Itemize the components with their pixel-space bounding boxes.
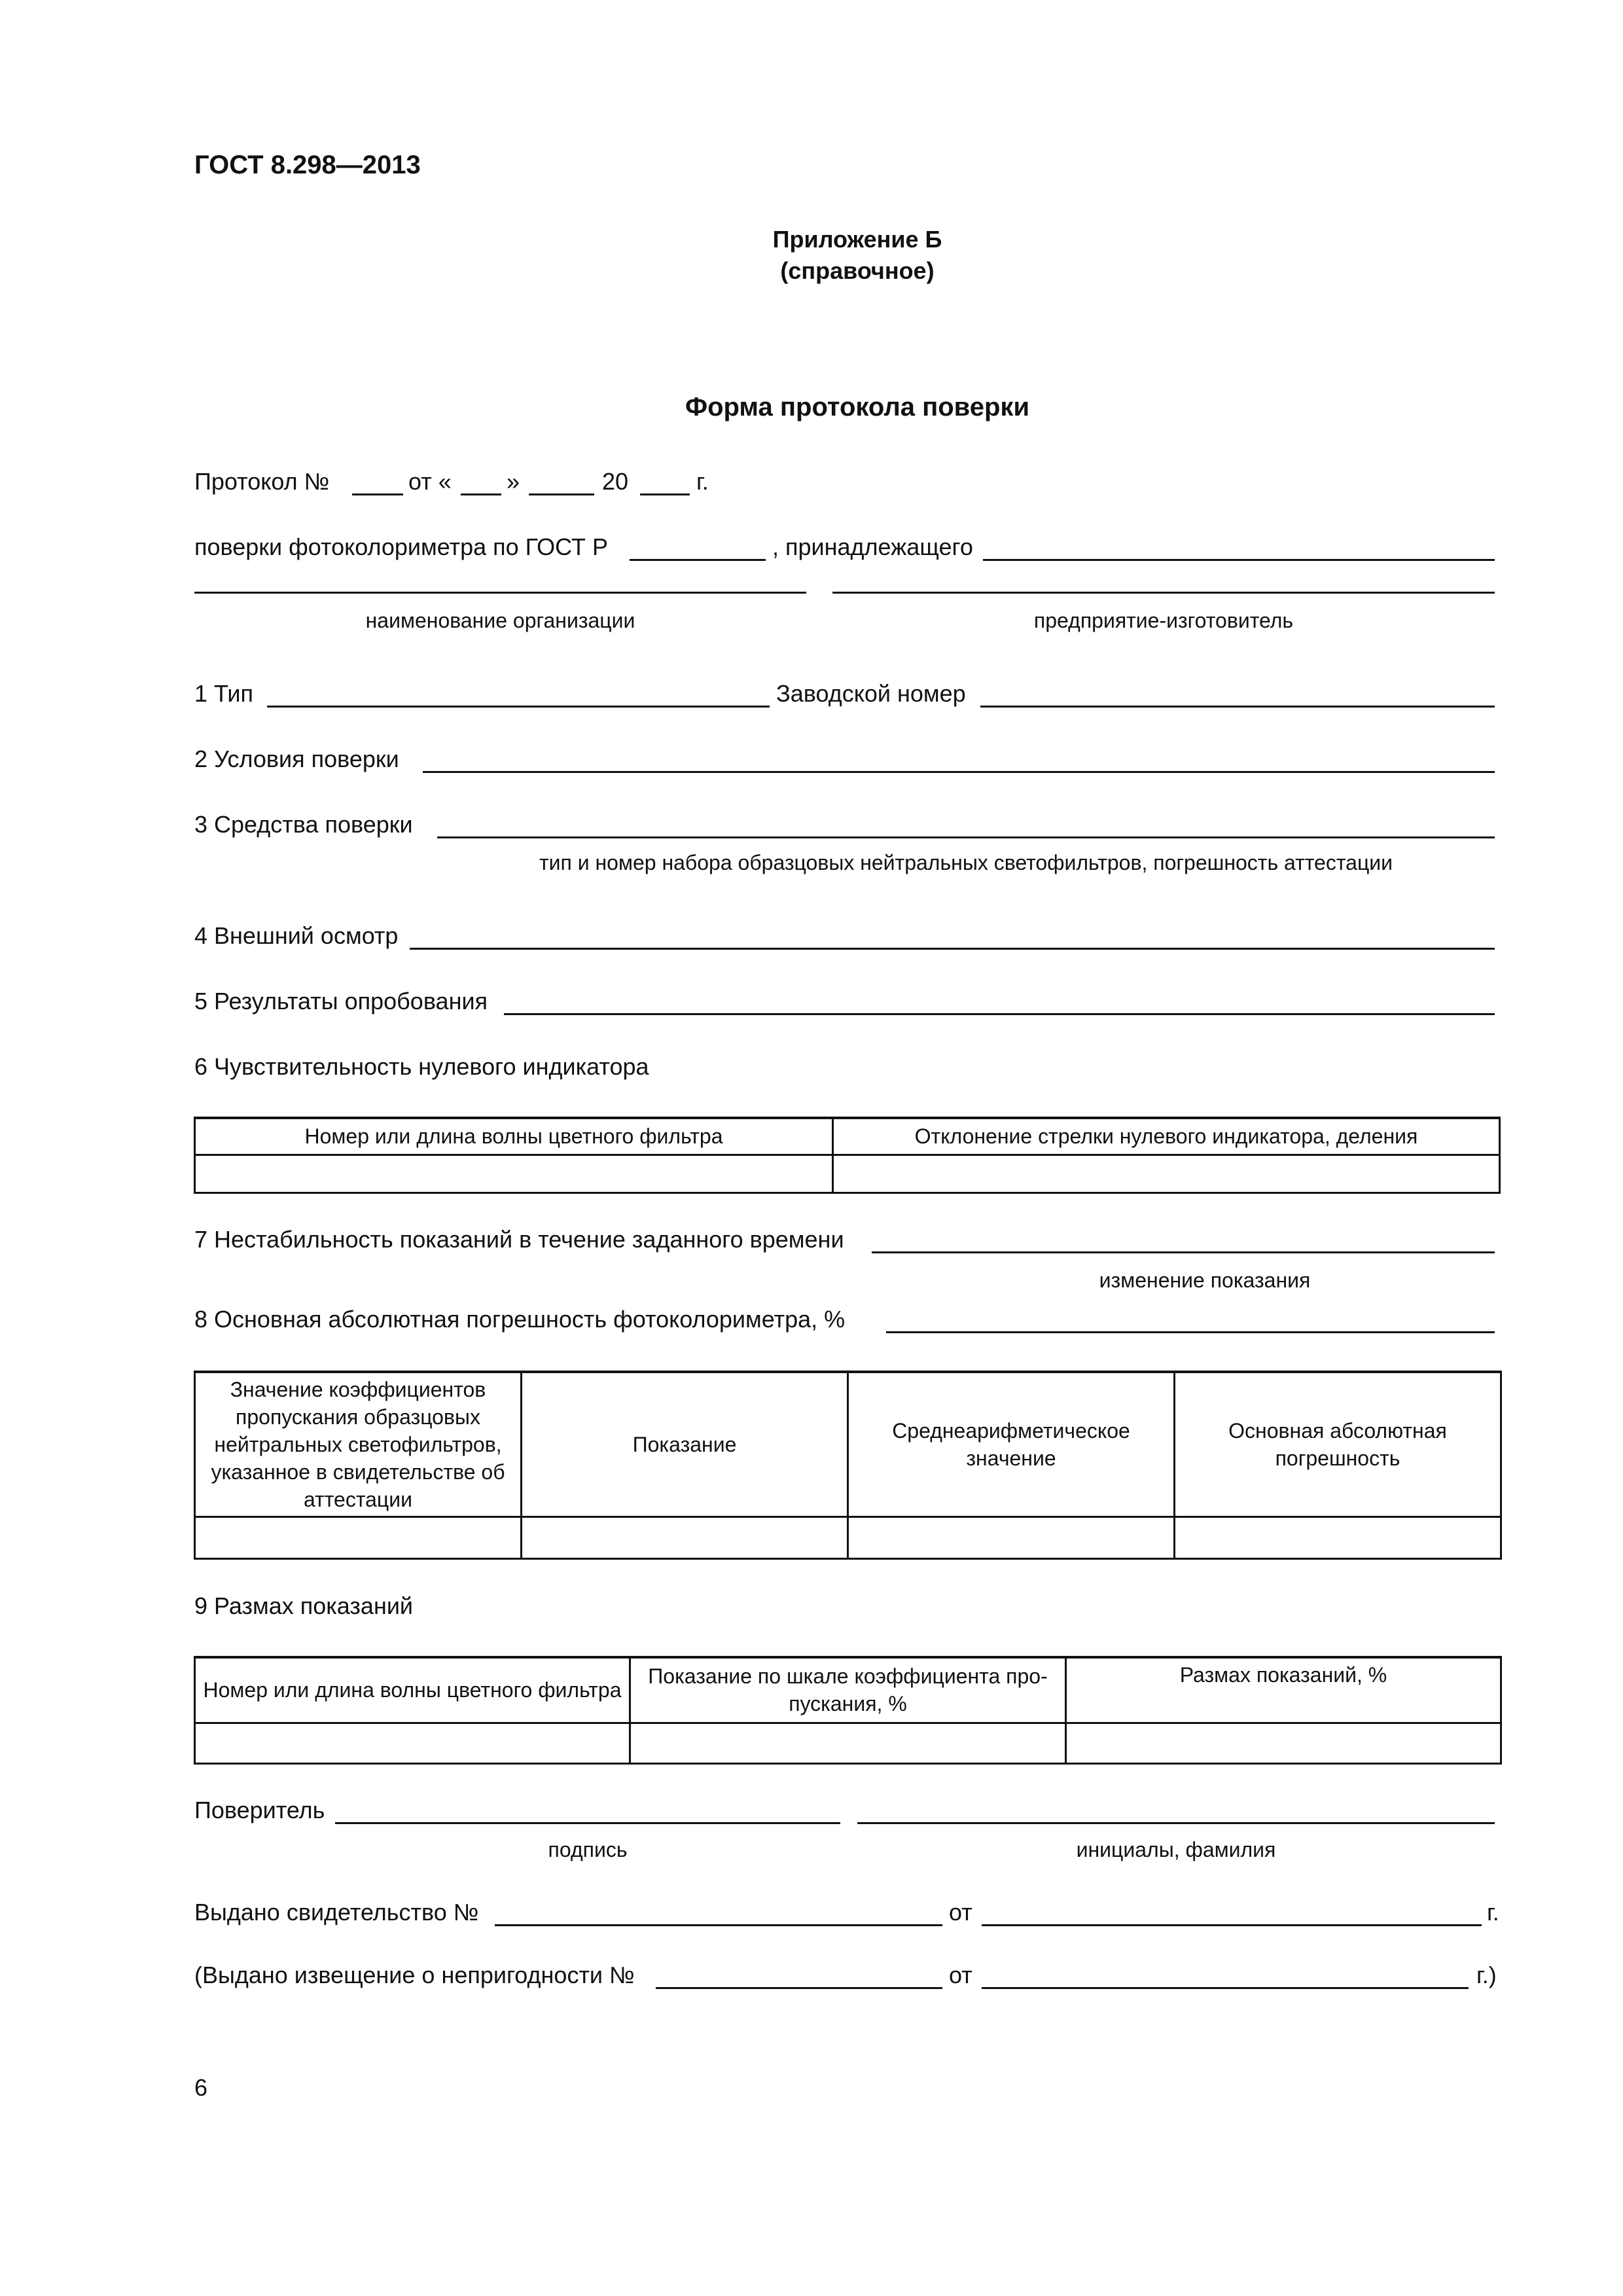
table8-header-reading: Показание <box>522 1372 848 1517</box>
notice-date-field[interactable] <box>982 1987 1469 1989</box>
signature-field[interactable] <box>335 1822 840 1824</box>
certificate-date-field[interactable] <box>982 1924 1482 1926</box>
protocol-quote-close: » <box>507 468 520 495</box>
belonging-label: , принадлежащего <box>772 533 973 560</box>
protocol-from-label: от « <box>408 468 452 495</box>
signature-caption: подпись <box>548 1838 628 1861</box>
gost-number-field[interactable] <box>630 559 766 561</box>
table8-header-abs-error: Основная абсолютная погрешность <box>1175 1372 1501 1517</box>
certificate-from-label: от <box>949 1899 972 1926</box>
table8-cell-mean[interactable] <box>848 1517 1175 1559</box>
verification-prefix: поверки фотоколориметра по ГОСТ Р <box>194 533 608 560</box>
organization-field[interactable] <box>194 592 806 594</box>
notice-year-suffix: г.) <box>1476 1962 1497 1988</box>
notice-number-field[interactable] <box>656 1987 942 1989</box>
item-sensitivity-label: 6 Чувствительность нулевого индикатора <box>194 1053 649 1080</box>
item-inspection-label: 4 Внешний осмотр <box>194 922 399 949</box>
protocol-number-field[interactable] <box>352 493 403 495</box>
table9-header-filter: Номер или длина волны цветного фильтра <box>195 1657 630 1723</box>
table8-cell-reading[interactable] <box>522 1517 848 1559</box>
serial-number-label: Заводской номер <box>776 680 966 707</box>
table9-header-scale-reading: Показание по шкале коэффициента про-пускания, % <box>630 1657 1066 1723</box>
table6-header-filter: Номер или длина волны цветного фильтра <box>195 1118 833 1155</box>
error-field[interactable] <box>886 1331 1495 1333</box>
standards-set-caption: тип и номер набора образцовых нейтральных светофильтров, погрешность аттестации <box>539 851 1393 874</box>
certificate-label: Выдано свидетельство № <box>194 1899 479 1926</box>
notice-label: (Выдано извещение о непригодности № <box>194 1962 635 1988</box>
verifier-label: Поверитель <box>194 1797 325 1823</box>
manufacturer-caption: предприятие-изготовитель <box>1033 609 1294 632</box>
table8-cell-coefficients[interactable] <box>195 1517 522 1559</box>
means-field[interactable] <box>437 836 1495 838</box>
serial-number-field[interactable] <box>980 706 1495 708</box>
table9-cell-range[interactable] <box>1066 1723 1501 1763</box>
table9-cell-filter[interactable] <box>195 1723 630 1763</box>
page-number: 6 <box>194 2074 208 2101</box>
error-table <box>194 1371 1502 1560</box>
item-means-label: 3 Средства поверки <box>194 811 413 838</box>
certificate-year-suffix: г. <box>1487 1899 1499 1926</box>
protocol-number-label: Протокол № <box>194 468 330 495</box>
document-standard-number: ГОСТ 8.298—2013 <box>194 151 421 179</box>
appendix-title: Приложение Б <box>772 226 942 253</box>
item-testing-label: 5 Результаты опробования <box>194 988 488 1014</box>
table9-header-range: Размах показаний, % <box>1066 1657 1501 1723</box>
inspection-field[interactable] <box>410 948 1495 950</box>
table6-cell-deviation[interactable] <box>833 1155 1500 1193</box>
name-field[interactable] <box>857 1822 1495 1824</box>
item-range-label: 9 Размах показаний <box>194 1592 414 1619</box>
table9-cell-scale-reading[interactable] <box>630 1723 1066 1763</box>
name-caption: инициалы, фамилия <box>1076 1838 1276 1861</box>
type-field[interactable] <box>267 706 770 708</box>
range-table <box>194 1656 1502 1765</box>
testing-field[interactable] <box>504 1013 1495 1015</box>
item-error-label: 8 Основная абсолютная погрешность фотоколориметра, % <box>194 1306 846 1333</box>
instability-field[interactable] <box>872 1251 1495 1253</box>
item-conditions-label: 2 Условия поверки <box>194 745 399 772</box>
item-instability-label: 7 Нестабильность показаний в течение заданного времени <box>194 1226 844 1253</box>
item-type-label: 1 Тип <box>194 680 254 707</box>
protocol-year-field[interactable] <box>640 493 690 495</box>
table8-header-coefficients: Значение коэффициентов пропускания образцовых нейтральных светофильтров, указанное в свидетельстве об аттестации <box>195 1372 522 1517</box>
table6-cell-filter[interactable] <box>195 1155 833 1193</box>
table6-header-deviation: Отклонение стрелки нулевого индикатора, деления <box>833 1118 1500 1155</box>
conditions-field[interactable] <box>423 771 1495 773</box>
protocol-year-suffix: г. <box>696 468 709 495</box>
organization-caption: наименование организации <box>365 609 635 632</box>
protocol-year-prefix: 20 <box>602 468 629 495</box>
notice-from-label: от <box>949 1962 972 1988</box>
table8-header-mean: Среднеарифметическое значение <box>848 1372 1175 1517</box>
reading-change-caption: изменение показания <box>1099 1268 1311 1292</box>
protocol-month-field[interactable] <box>529 493 594 495</box>
manufacturer-field[interactable] <box>832 592 1495 594</box>
table8-cell-abs-error[interactable] <box>1175 1517 1501 1559</box>
owner-field[interactable] <box>983 559 1495 561</box>
protocol-day-field[interactable] <box>461 493 501 495</box>
certificate-number-field[interactable] <box>495 1924 942 1926</box>
form-title: Форма протокола поверки <box>685 393 1030 422</box>
appendix-kind: (справочное) <box>780 257 935 284</box>
sensitivity-table <box>194 1117 1501 1194</box>
